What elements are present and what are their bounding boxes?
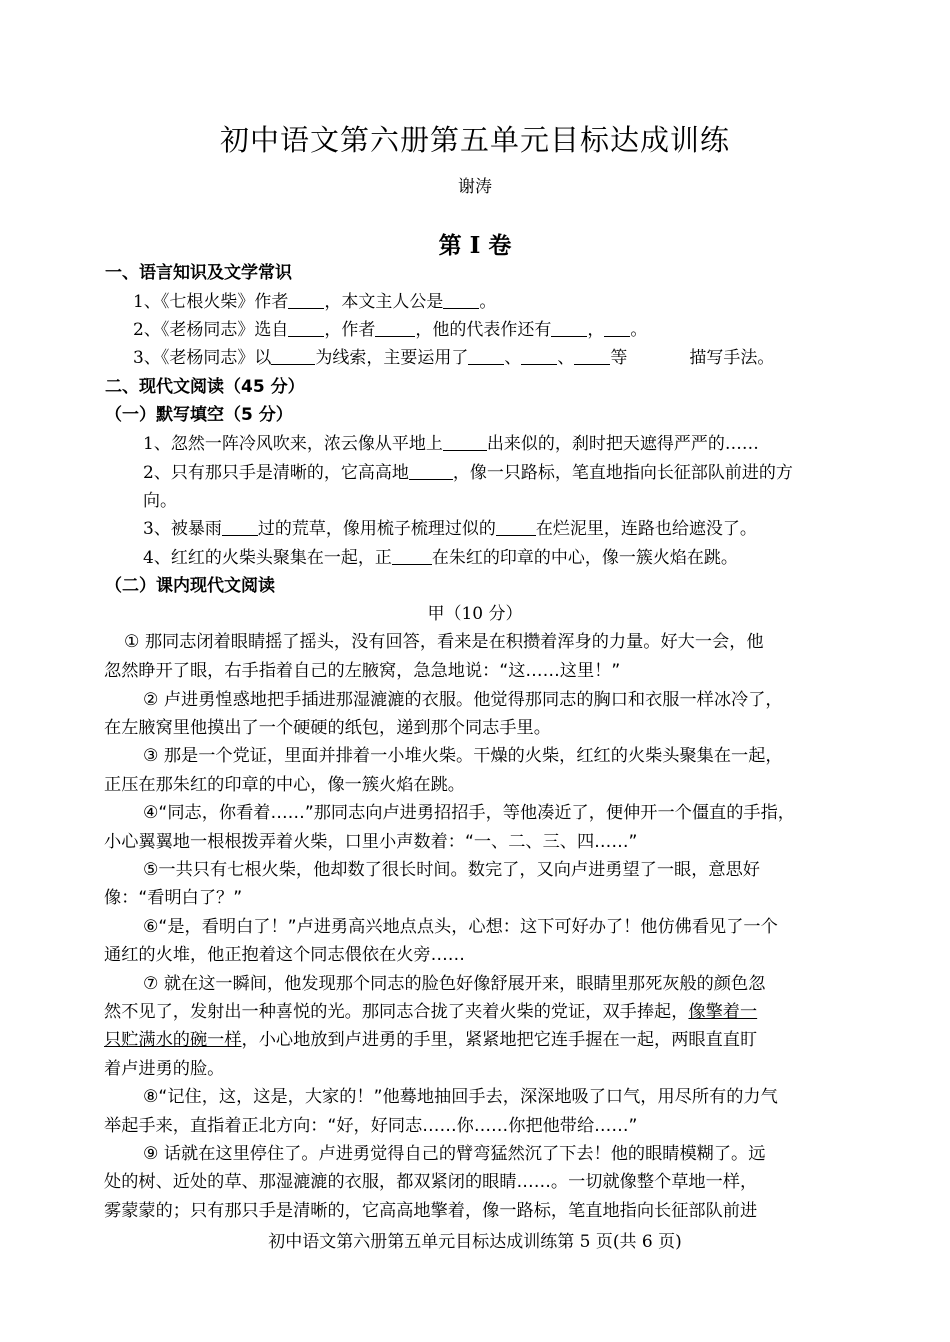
q3-text-a: 3、《老杨同志》以: [133, 348, 272, 368]
f4-text-b: 在朱红的印章的中心，像一簇火焰在跳。: [431, 548, 738, 568]
passage-line: ⑨ 话就在这里停住了。卢进勇觉得自己的臂弯猛然沉了下去！他的眼睛模糊了。远: [143, 1144, 766, 1164]
f2-blank[interactable]: [409, 462, 453, 480]
q3-text-b: 为线索，主要运用了: [315, 348, 469, 368]
passage-line: 雾蒙蒙的；只有那只手是清晰的，它高高地擎着，像一路标，笔直地指向长征部队前进: [104, 1201, 758, 1221]
underlined-phrase: 像擎着一: [688, 1002, 758, 1022]
f3-blank-1[interactable]: [222, 518, 258, 536]
passage-line: 忽然睁开了眼，右手指着自己的左腋窝，急急地说：“这……这里！”: [104, 661, 621, 681]
passage-line: ⑥“是，看明白了！”卢进勇高兴地点点头，心想：这下可好办了！他仿佛看见了一个: [143, 917, 778, 937]
f3-text-a: 3、被暴雨: [143, 519, 222, 539]
q3-blank-4[interactable]: [574, 347, 610, 365]
q1-text-c: 。: [479, 292, 497, 312]
f4-text-a: 4、红红的火柴头聚集在一起，正: [143, 548, 392, 568]
fill-question-4: [143, 543, 738, 568]
f3-blank-2[interactable]: [496, 518, 536, 536]
fill-question-2-cont: 向。: [143, 491, 177, 511]
passage-line: ⑤一共只有七根火柴，他却数了很长时间。数完了，又向卢进勇望了一眼，意思好: [143, 860, 760, 880]
f1-text-b: 出来似的，刹时把天遮得严严的……: [486, 434, 759, 454]
f1-text-a: 1、忽然一阵冷风吹来，浓云像从平地上: [143, 434, 443, 454]
passage-line: ① 那同志闭着眼睛摇了摇头，没有回答，看来是在积攒着浑身的力量。好大一会，他: [124, 632, 764, 652]
passage-line: 处的树、近处的草、那湿漉漉的衣服，都双紧闭的眼睛……。一切就像整个草地一样，: [104, 1172, 758, 1192]
passage-line: ② 卢进勇惶惑地把手插进那湿漉漉的衣服。他觉得那同志的胸口和衣服一样冰冷了，: [143, 690, 783, 710]
page-footer: 初中语文第六册第五单元目标达成训练第 5 页(共 6 页): [268, 1232, 682, 1252]
passage-line: [104, 997, 757, 1022]
q2-text-d: ，: [587, 320, 605, 340]
fill-question-3: [143, 514, 757, 539]
passage-line: 像：“看明白了？”: [104, 888, 243, 908]
passage-text: ，小心地放到卢进勇的手里，紧紧地把它连手握在一起，两眼直直盯: [241, 1030, 758, 1050]
passage-line: 正压在那朱红的印章的中心，像一簇火焰在跳。: [104, 775, 465, 795]
q1-text-b: ，本文主人公是: [324, 292, 444, 312]
fill-question-1: [143, 429, 759, 454]
q2-blank-2[interactable]: [375, 319, 415, 337]
page-title: 初中语文第六册第五单元目标达成训练: [219, 123, 730, 157]
q2-text-a: 2、《老杨同志》选自: [133, 320, 289, 340]
q3-text-d: 、: [557, 348, 575, 368]
f3-text-b: 过的荒草，像用梳子梳理过似的: [257, 519, 496, 539]
q1-blank-2[interactable]: [443, 291, 479, 309]
underlined-phrase: 只贮满水的碗一样: [104, 1030, 242, 1050]
question-2: [133, 315, 647, 340]
q3-blank-1[interactable]: [271, 347, 315, 365]
author-name: 谢涛: [458, 177, 492, 197]
f2-text-a: 2、只有那只手是清晰的，它高高地: [143, 463, 409, 483]
passage-line: ⑧“记住，这，这是，大家的！”他蓦地抽回手去，深深地吸了口气，用尽所有的力气: [143, 1087, 778, 1107]
passage-line: ④“同志，你看着……”那同志向卢进勇招招手，等他凑近了，便伸开一个僵直的手指，: [143, 803, 795, 823]
q2-text-b: ，作者: [324, 320, 376, 340]
passage-line: 在左腋窝里他摸出了一个硬硬的纸包，递到那个同志手里。: [104, 718, 551, 738]
subsection-heading-1: （一）默写填空（5 分）: [105, 405, 293, 425]
q1-blank-1[interactable]: [288, 291, 324, 309]
section-heading-1: 一、语言知识及文学常识: [105, 263, 292, 283]
f2-text-b: ，像一只路标，笔直地指向长征部队前进的方: [452, 463, 793, 483]
q2-blank-3[interactable]: [551, 319, 587, 337]
passage-line: 小心翼翼地一根根拨弄着火柴，口里小声数着：“一、二、三、四……”: [104, 832, 638, 852]
passage-line: ③ 那是一个党证，里面并排着一小堆火柴。干燥的火柴，红红的火柴头聚集在一起，: [143, 746, 783, 766]
q3-text-c: 、: [504, 348, 522, 368]
passage-text: 然不见了，发射出一种喜悦的光。那同志合拢了夹着火柴的党证，双手捧起，: [104, 1002, 689, 1022]
question-3: [133, 343, 774, 368]
passage-line: 举起手来，直指着正北方向：“好，好同志……你……你把他带给……”: [104, 1116, 638, 1136]
q1-text-a: 1、《七根火柴》作者: [133, 292, 289, 312]
passage-line: 通红的火堆，他正抱着这个同志偎依在火旁……: [104, 945, 465, 965]
volume-heading: 第 I 卷: [438, 232, 512, 259]
q2-blank-4[interactable]: [604, 319, 630, 337]
passage-heading: 甲（10 分）: [427, 604, 523, 624]
q3-text-e: 等: [610, 348, 628, 368]
f3-text-c: 在烂泥里，连路也给遮没了。: [535, 519, 757, 539]
question-1: [133, 287, 496, 312]
section-heading-2: 二、现代文阅读（45 分）: [105, 377, 305, 397]
subsection-heading-2: （二）课内现代文阅读: [105, 576, 275, 596]
q3-text-f: 描写手法。: [689, 348, 775, 368]
passage-line: ⑦ 就在这一瞬间，他发现那个同志的脸色好像舒展开来，眼睛里那死灰般的颜色忽: [143, 974, 766, 994]
q2-text-c: ，他的代表作还有: [415, 320, 552, 340]
passage-line: [104, 1025, 757, 1050]
q3-blank-3[interactable]: [521, 347, 557, 365]
f1-blank[interactable]: [443, 433, 487, 451]
q2-blank-1[interactable]: [288, 319, 324, 337]
q2-text-e: 。: [630, 320, 648, 340]
q3-blank-2[interactable]: [468, 347, 504, 365]
fill-question-2: [143, 458, 793, 483]
f4-blank[interactable]: [392, 547, 432, 565]
passage-line: 着卢进勇的脸。: [104, 1059, 225, 1079]
